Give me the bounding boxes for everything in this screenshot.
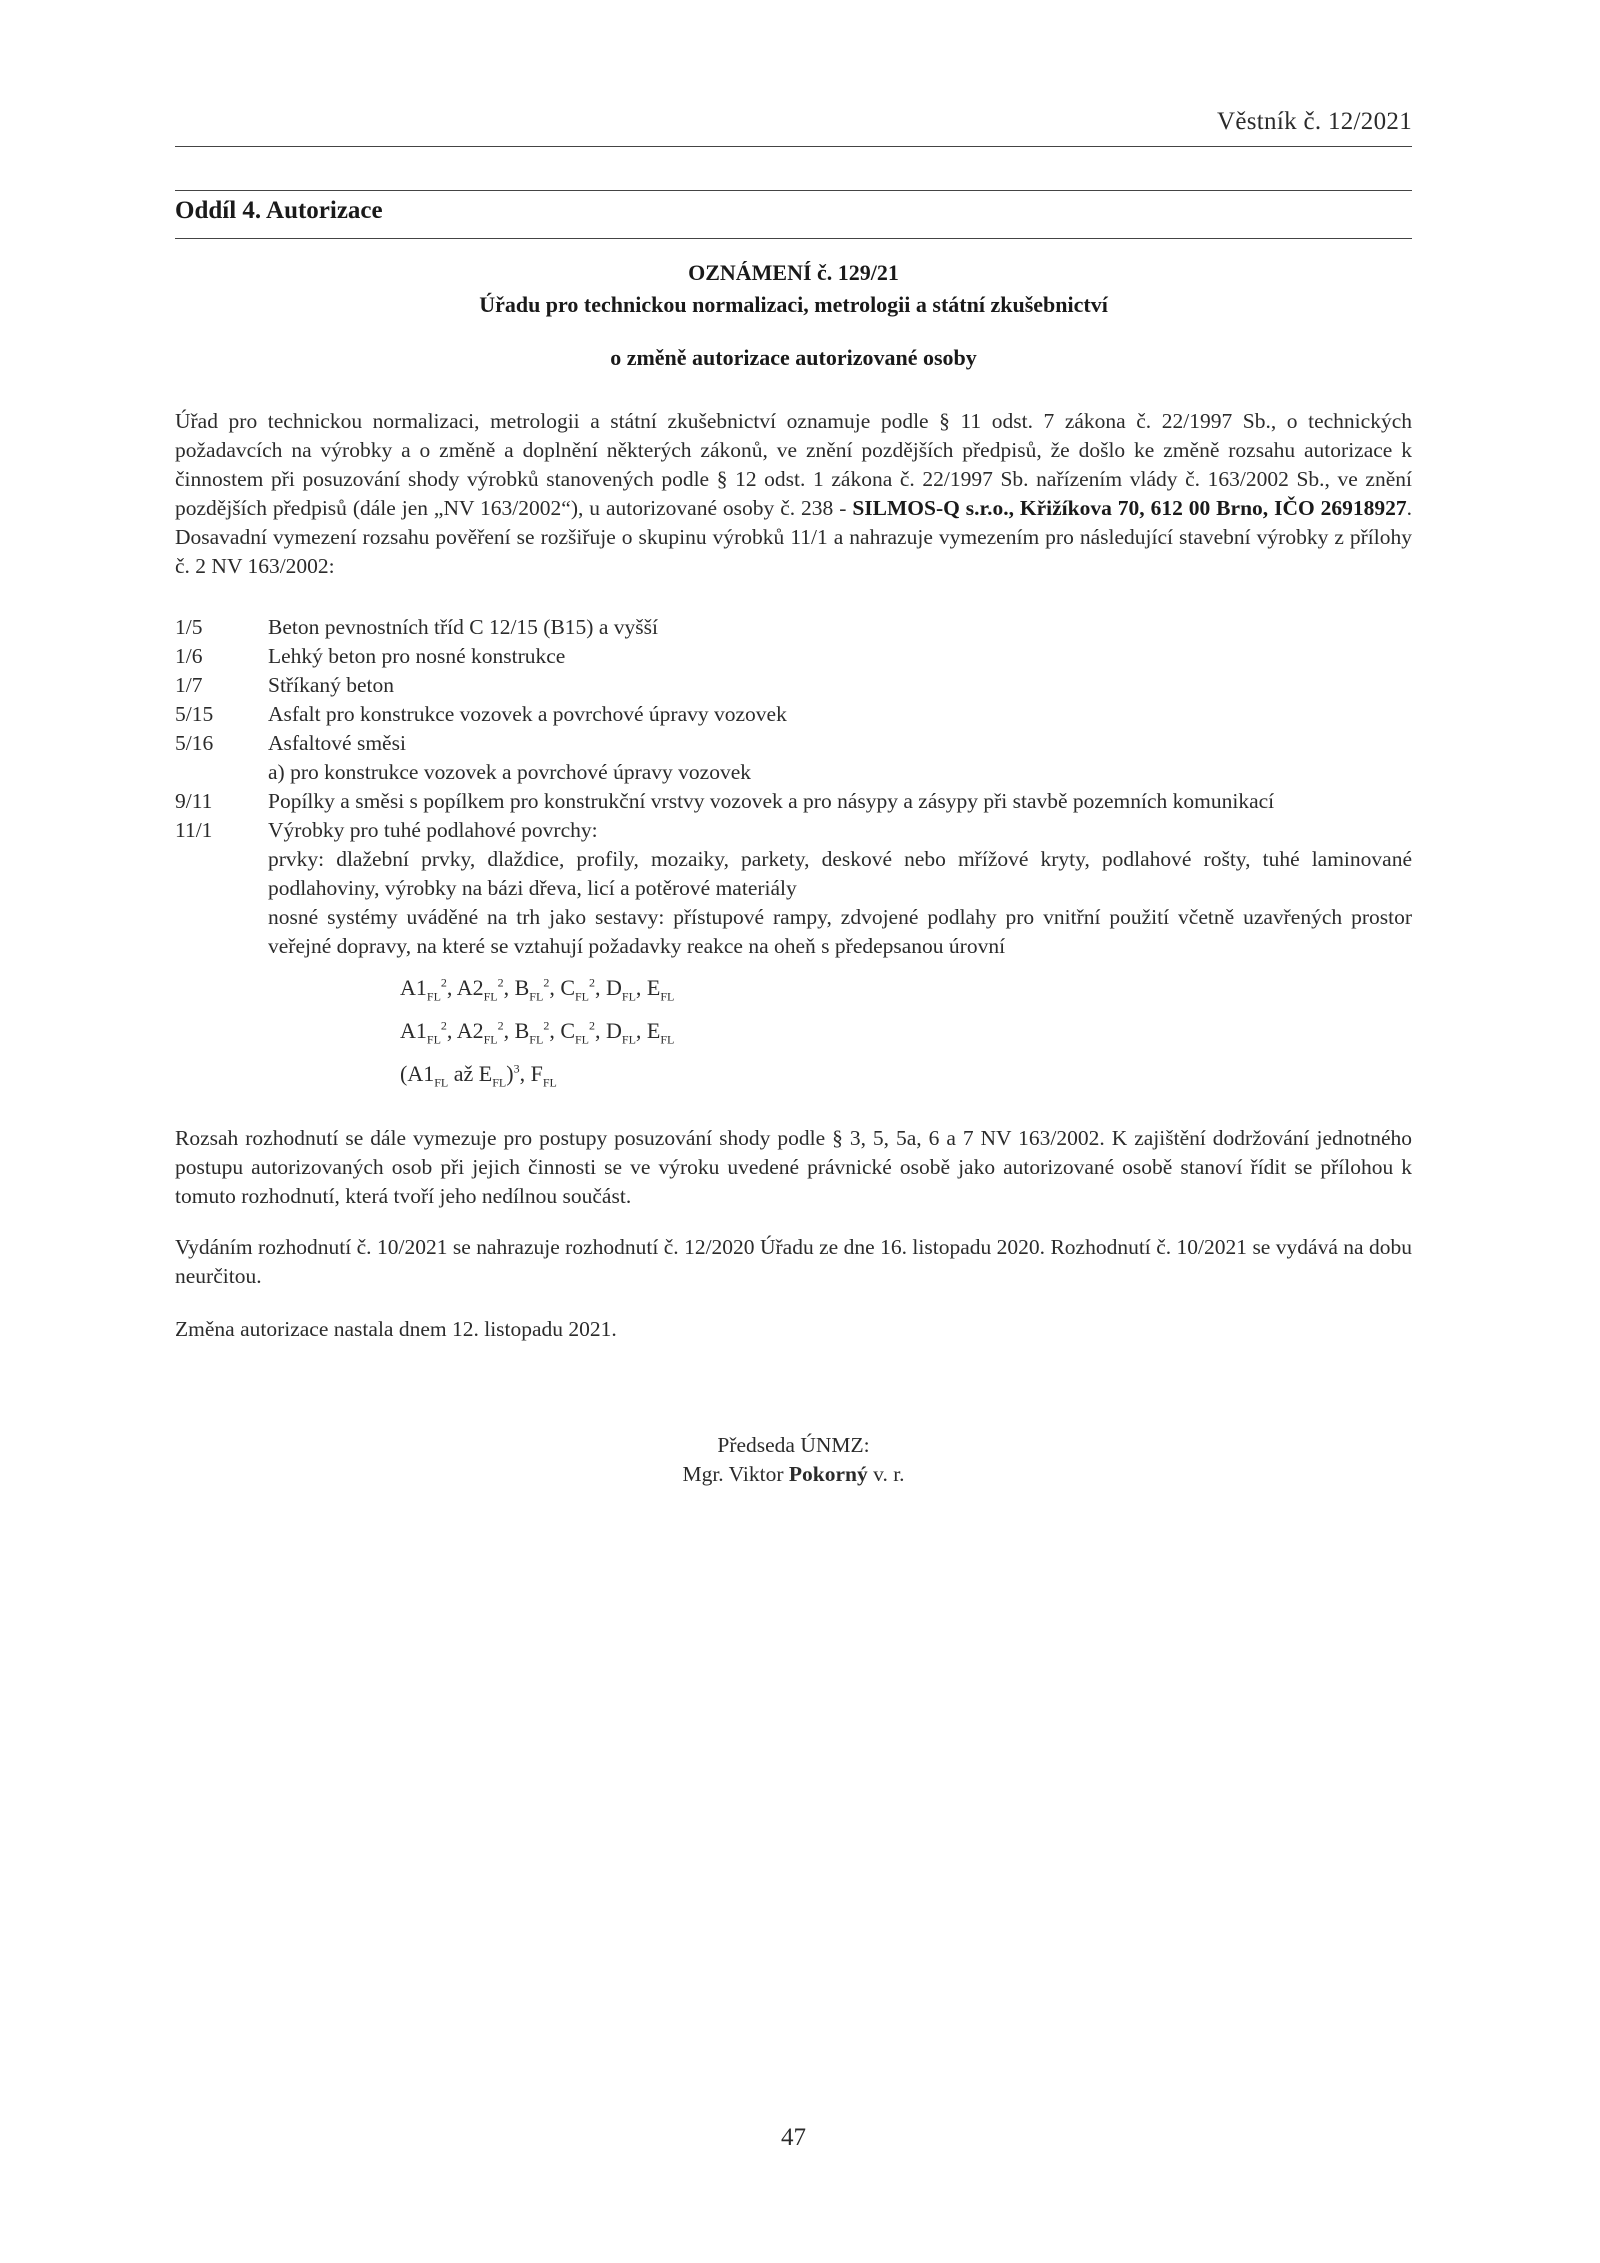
page-number: 47	[781, 2124, 806, 2151]
product-code: 5/16	[175, 731, 214, 755]
product-code: 1/5	[175, 615, 203, 639]
header-rule	[175, 146, 1412, 147]
product-label: Asfaltové směsi	[268, 731, 406, 755]
replacement-paragraph: Vydáním rozhodnutí č. 10/2021 se nahrazuje rozhodnutí č. 12/2020 Úřadu ze dne 16. listopadu 2020. Rozhodnutí č. 10/2021 se vydává na dobu neurčitou.	[175, 1235, 1412, 1288]
group-systems: nosné systémy uváděné na trh jako sestavy: přístupové rampy, zdvojené podlahy pro vnitřní použití včetně uzavřených prostor veřejné dopravy, na které se vztahují požadavky reakce na oheň s předepsanou úrovní	[268, 905, 1412, 958]
list-item	[175, 642, 565, 671]
product-code: 11/1	[175, 818, 213, 842]
list-item	[175, 613, 658, 642]
product-code: 9/11	[175, 789, 213, 813]
list-item	[175, 671, 394, 700]
product-label: Asfalt pro konstrukce vozovek a povrchové úpravy vozovek	[268, 702, 787, 726]
list-item	[175, 816, 598, 845]
signatory-role: Předseda ÚNMZ:	[717, 1433, 870, 1457]
product-label: Beton pevnostních tříd C 12/15 (B15) a vyšší	[268, 615, 658, 639]
announcement-issuer: Úřadu pro technickou normalizaci, metrologii a státní zkušebnictví	[479, 292, 1108, 317]
sub-item: a) pro konstrukce vozovek a povrchové úpravy vozovek	[268, 760, 751, 784]
intro-text-1: Úřad pro technickou normalizaci, metrologii a státní zkušebnictví oznamuje podle § 11 odst. 7 zákona č. 22/1997 Sb., o technických požadavcích na výrobky a o změně a doplnění některých zákonů, ve znění pozdějších předpisů, že došlo ke změně rozsahu autorizace k činnostem při posuzování shody výrobků stanovených podle § 12 odst. 1 zákona č. 22/1997 Sb. nařízením vlády č. 163/2002 Sb., ve znění pozdějších předpisů (dále jen „NV 163/2002“), u autorizované osoby č. 238 -	[175, 409, 1412, 520]
signatory-name: Mgr. Viktor Pokorný v. r.	[682, 1462, 905, 1486]
section-title: Oddíl 4. Autorizace	[175, 197, 383, 224]
product-code: 5/15	[175, 702, 214, 726]
list-item	[175, 787, 1274, 816]
fire-class-formula-2: $A1_{FL}^2$, $A2_{FL}^2$, $B_{FL}^2$, $C_{FL}^2$, $D_{FL}$, $E_{FL}$	[400, 1018, 675, 1047]
fire-class-formula-3: ($A1_{FL}$ až $E_{FL})^3$, $F_{FL}$	[400, 1061, 557, 1090]
product-code: 1/6	[175, 644, 203, 668]
announcement-subject: o změně autorizace autorizované osoby	[610, 345, 977, 370]
product-label: Výrobky pro tuhé podlahové povrchy:	[268, 818, 598, 842]
intro-paragraph	[175, 407, 1412, 581]
scope-paragraph: Rozsah rozhodnutí se dále vymezuje pro postupy posuzování shody podle § 3, 5, 5a, 6 a 7 NV 163/2002. K zajištění dodržování jednotného postupu autorizovaných osob při jejich činnosti se ve výroku uvedené právnické osobě jako autorizované osobě stanoví řídit se přílohou k tomuto rozhodnutí, která tvoří jeho nedílnou součást.	[175, 1126, 1412, 1208]
product-label: Lehký beton pro nosné konstrukce	[268, 644, 566, 668]
group-elements: prvky: dlažební prvky, dlaždice, profily, mozaiky, parkety, deskové nebo mřížové kryty, podlahové rošty, tuhé laminované podlahoviny, výrobky na bázi dřeva, licí a potěrové materiály	[268, 847, 1412, 900]
list-item	[175, 700, 787, 729]
list-item	[175, 729, 406, 758]
running-head: Věstník č. 12/2021	[1217, 108, 1412, 135]
product-label: Stříkaný beton	[268, 673, 394, 697]
intro-text-2: . Dosavadní vymezení rozsahu pověření se rozšiřuje o skupinu výrobků 11/1 a nahrazuje vymezením pro následující stavební výrobky z přílohy č. 2 NV 163/2002:	[175, 496, 1412, 578]
product-code: 1/7	[175, 673, 203, 697]
effective-date-paragraph: Změna autorizace nastala dnem 12. listopadu 2021.	[175, 1317, 617, 1341]
product-label: Popílky a směsi s popílkem pro konstrukční vrstvy vozovek a pro násypy a zásypy při stavbě pozemních komunikací	[268, 789, 1275, 813]
announcement-number: OZNÁMENÍ č. 129/21	[688, 260, 899, 285]
section-rule-top	[175, 190, 1412, 191]
fire-class-formula-1: $A1_{FL}^2$, $A2_{FL}^2$, $B_{FL}^2$, $C_{FL}^2$, $D_{FL}$, $E_{FL}$	[400, 975, 675, 1004]
announcement-title	[175, 257, 1412, 321]
company-name: SILMOS-Q s.r.o., Křižíkova 70, 612 00 Brno, IČO 26918927	[852, 496, 1407, 520]
section-rule-bottom	[175, 238, 1412, 239]
